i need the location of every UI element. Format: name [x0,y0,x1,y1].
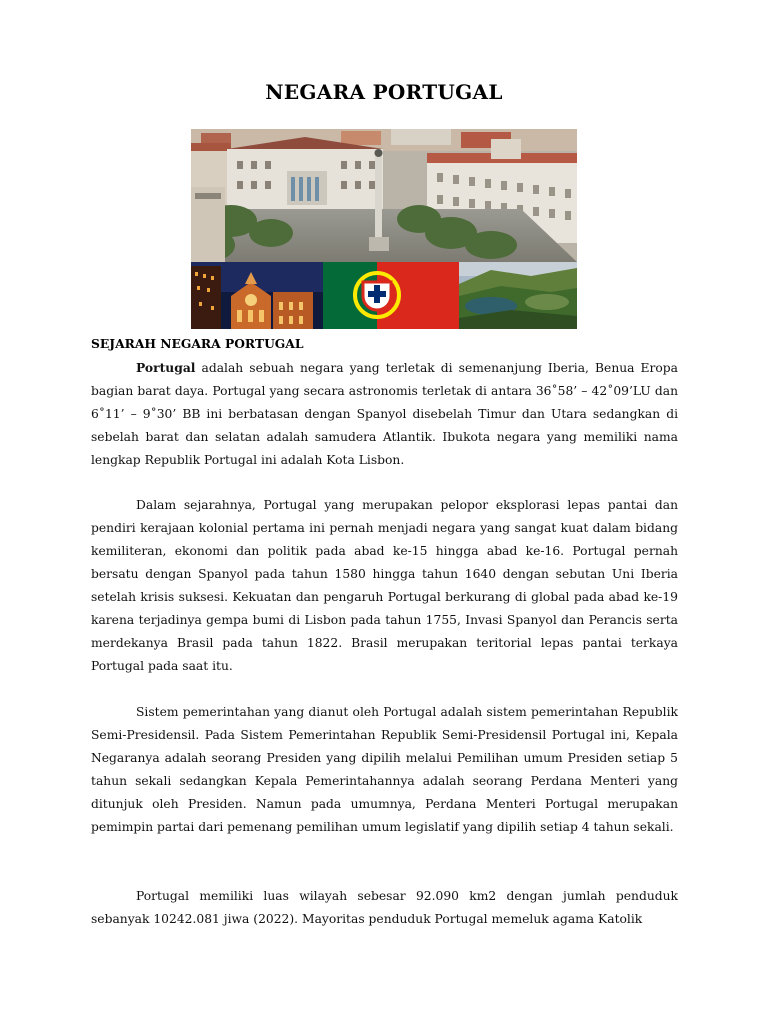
section-heading: SEJARAH NEGARA PORTUGAL [91,336,304,351]
bottom-image-strip [191,262,577,329]
paragraph-2: Dalam sejarahnya, Portugal yang merupakan pelopor eksplorasi lepas pantai dan pendiri kerajaan kolonial pertama ini pernah menjadi negara yang sangat kuat dalam bidang kemiliteran, ekonomi dan politik pada abad ke-15 hingga abad ke-16. Portugal pernah bersatu dengan Spanyol pada tahun 1580 hingga tahun 1640 dengan sebutan Uni Iberia setelah krisis suksesi. Kekuatan dan pengaruh Portugal berkurang di global pada abad ke-19 karena terjadinya gempa bumi di Lisbon pada tahun 1755, Invasi Spanyol dan Perancis serta merdekanya Brasil pada tahun 1822. Brasil merupakan teritorial lepas pantai terkaya Portugal pada saat itu. [91,498,678,673]
crater-lake-landscape-photo [459,262,577,329]
lisbon-square-illustration [191,129,577,262]
lisbon-square-photo [191,129,577,262]
paragraph-lead-bold: Portugal [136,360,196,375]
paragraph-3: Sistem pemerintahan yang dianut oleh Portugal adalah sistem pemerintahan Republik Semi-Presidensil. Pada Sistem Pemerintahan Republik Semi-Presidensil Portugal ini, Kepala Negaranya adalah seorang Presiden yang dipilih melalui Pemilihan umum Presiden setiap 5 tahun sekali sedangkan Kepala Pemerintahannya adalah seorang Perdana Menteri yang ditunjuk oleh Presiden. Namun pada umumnya, Perdana Menteri Portugal merupakan pemimpin partai dari pemenang pemilihan umum legislatif yang dipilih setiap 4 tahun sekali. [91,705,678,834]
page-title: NEGARA PORTUGAL [265,80,503,104]
paragraph-1-text: adalah sebuah negara yang terletak di semenanjung Iberia, Benua Eropa bagian barat daya. Portugal yang secara astronomis terletak di antara 36˚58’ – 42˚09’LU dan 6˚11’ – 9˚30’ BB ini berbatasan dengan Spanyol disebelah Timur dan Utara sedangkan di sebelah barat dan selatan adalah samudera Atlantik. Ibukota negara yang memiliki nama lengkap Republik Portugal ini adalah Kota Lisbon. [91,361,678,467]
church-at-night-photo [191,262,323,329]
portugal-flag [323,262,459,329]
paragraph-1 [91,356,678,472]
bottom-strip-illustration [191,262,577,329]
paragraph-4: Portugal memiliki luas wilayah sebesar 92.090 km2 dengan jumlah penduduk sebanyak 10242.081 jiwa (2022). Mayoritas penduduk Portugal memeluk agama Katolik [91,889,678,926]
image-collage [191,129,577,329]
